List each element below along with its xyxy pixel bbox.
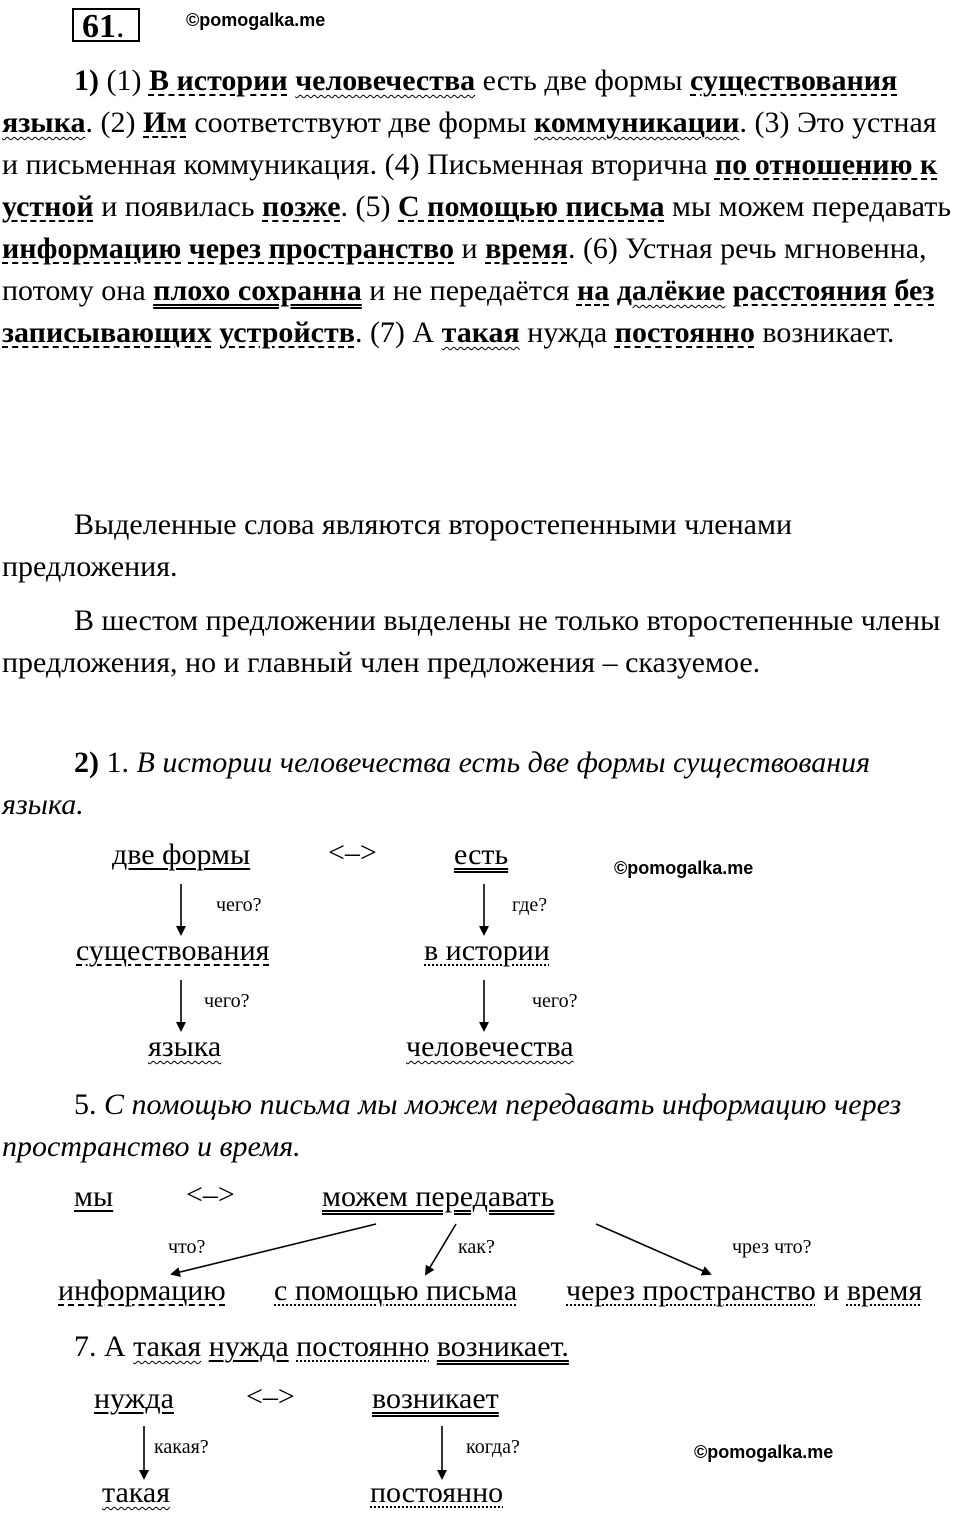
item7-attribute: такая — [133, 1330, 202, 1363]
attribute-3: языка — [2, 106, 86, 139]
part2-item-5: 5. С помощью письма мы можем передавать информацию через пространство и время. — [2, 1088, 902, 1163]
watermark-bottom: ©pomogalka.me — [694, 1442, 834, 1462]
scheme5-arrow-2 — [426, 1224, 456, 1274]
scheme1-predicate: есть — [454, 838, 509, 871]
scheme1-word-3: в истории — [424, 934, 550, 967]
part1-paragraph: 1) (1) В истории человечества есть две формы существования языка. (2) Им соответствуют две формы коммуникации. (3) Это устная и письменная коммуникация. (4) Письменная вторична по отношению к устной и появилась позже. (5) С помощью письма мы можем передавать информацию через пространство и время. (6) Устная речь мгновенна, потому она плохо сохранна и не передаётся на далёкие расстояния без записывающих устройств. (7) А такая нужда постоянно возникает. — [2, 64, 952, 349]
watermark-top: ©pomogalka.me — [186, 10, 326, 30]
scheme5-word-1: информацию — [58, 1274, 226, 1307]
scheme5-word-3-group: через пространство и время — [566, 1274, 923, 1307]
part2-item-1: 2) 1. В истории человечества есть две формы существования языка. — [2, 746, 871, 821]
part2-marker: 2) — [74, 746, 99, 779]
predicate-6: плохо сохранна — [153, 274, 362, 307]
scheme1-question-2: чего? — [204, 990, 250, 1012]
scheme7-question-1: какая? — [154, 1436, 209, 1458]
object-1: Им — [143, 106, 187, 139]
scheme1-question-4: чего? — [532, 990, 578, 1012]
scheme7-subject: нужда — [94, 1382, 174, 1415]
scheme7-question-2: когда? — [466, 1436, 520, 1458]
attribute-6: такая — [441, 316, 520, 349]
scheme5-question-1: что? — [168, 1236, 206, 1258]
watermark-mid: ©pomogalka.me — [614, 858, 754, 878]
scheme7-word-1: такая — [102, 1476, 171, 1509]
scheme5-arrow-3 — [596, 1224, 710, 1274]
attribute-5: далёкие — [616, 274, 726, 307]
adverbial-6d: устройств — [219, 316, 355, 349]
note-1: Выделенные слова являются второстепенными членами предложения. — [2, 508, 793, 583]
scheme5-subject: мы — [74, 1180, 114, 1213]
sentence-1: В истории человечества есть две формы существования языка. — [2, 746, 871, 821]
scheme1-word-1: существования — [76, 934, 270, 967]
adverbial-7: постоянно — [614, 316, 755, 349]
adverbial-6b: расстояния — [732, 274, 887, 307]
sentence-5: С помощью письма мы можем передавать информацию через пространство и время. — [2, 1088, 902, 1163]
attribute-4: коммуникации — [534, 106, 740, 139]
adverbial-1: В истории — [148, 64, 288, 97]
scheme7-link: <–> — [246, 1380, 295, 1413]
item7-adverbial: постоянно — [296, 1330, 430, 1363]
scheme1-question-1: чего? — [216, 894, 262, 916]
part2-item-7: 7. А такая нужда постоянно возникает. — [74, 1330, 569, 1363]
scheme1-subject: две формы — [112, 838, 251, 871]
item7-subject: нужда — [208, 1330, 289, 1363]
scheme7-word-2: постоянно — [370, 1476, 504, 1509]
object-2: по отношению к устной — [2, 148, 938, 223]
adverbial-6c: без записывающих — [2, 274, 935, 349]
adverbial-3: С помощью письма — [398, 190, 665, 223]
scheme5-question-3: чрез что? — [732, 1236, 812, 1258]
scheme1-word-2: языка — [148, 1030, 222, 1063]
exercise-number: 61. — [72, 8, 140, 42]
part1-marker: 1) — [74, 64, 99, 97]
attribute-2: существования — [690, 64, 898, 97]
scheme5-predicate: можем передавать — [322, 1180, 555, 1213]
scheme5-word-3: через пространство — [566, 1274, 816, 1307]
scheme1-word-4: человечества — [406, 1030, 574, 1063]
scheme5-link: <–> — [186, 1178, 235, 1211]
scheme5-arrow-1 — [172, 1224, 376, 1274]
adverbial-4: через пространство — [188, 232, 454, 265]
note-2: В шестом предложении выделены не только второстепенные члены предложения, но и главный член предложения – сказуемое. — [2, 604, 941, 679]
attribute-1: человечества — [295, 64, 476, 97]
object-3: информацию — [2, 232, 182, 265]
scheme1-question-3: где? — [512, 894, 548, 916]
scheme5-word-4: время — [846, 1274, 923, 1307]
adverbial-6a: на — [576, 274, 610, 307]
adverbial-5: время — [485, 232, 568, 265]
item7-predicate: возникает. — [436, 1330, 569, 1363]
adverbial-2: позже — [262, 190, 341, 223]
scheme1-link: <–> — [328, 836, 377, 869]
scheme5-word-2: с помощью письма — [274, 1274, 518, 1307]
scheme5-question-2: как? — [458, 1236, 495, 1258]
scheme7-predicate: возникает — [372, 1382, 499, 1415]
